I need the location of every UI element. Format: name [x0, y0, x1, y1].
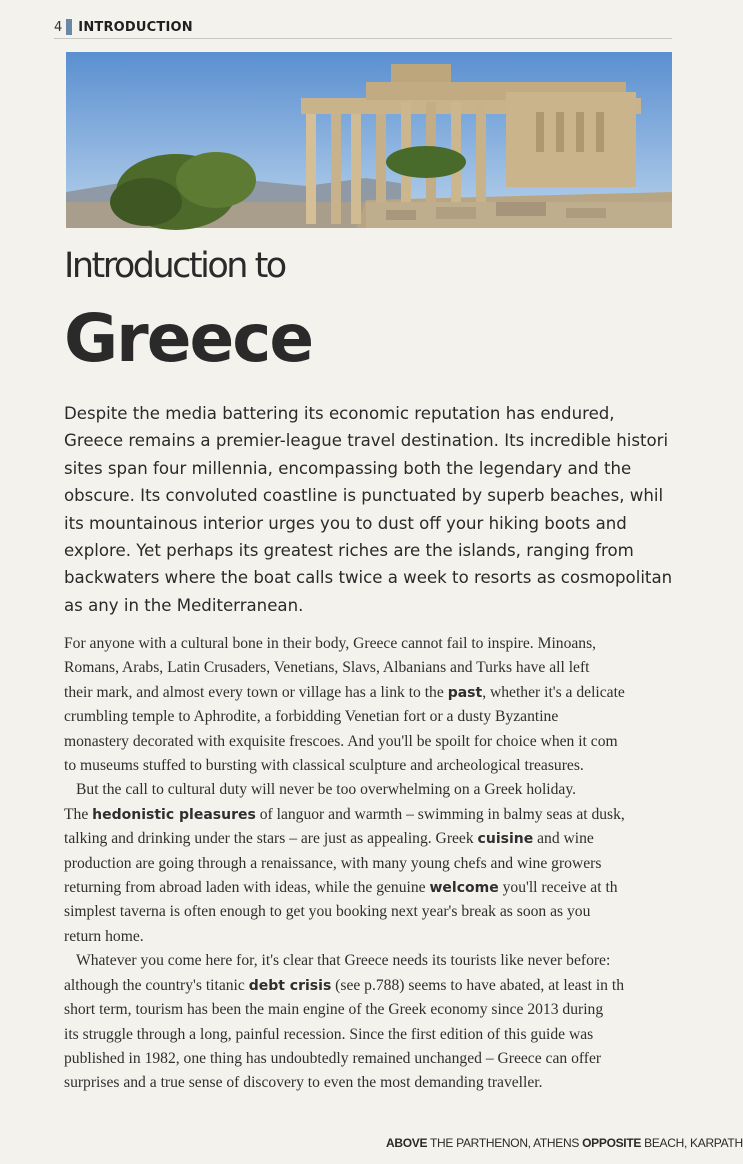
caption-opposite-label: OPPOSITE — [582, 1136, 642, 1150]
intro-line: Greece remains a premier-league travel destination. Its incredible histori — [64, 431, 669, 451]
body-line: For anyone with a cultural bone in their body, Greece cannot fail to inspire. Minoans, — [64, 635, 597, 652]
title-main: Greece — [64, 300, 313, 377]
body-text-fragment: returning from abroad laden with ideas, while the genuine — [64, 879, 430, 897]
body-line: published in 1982, one thing has undoubtedly remained unchanged – Greece can offer — [64, 1049, 602, 1067]
body-line — [64, 803, 704, 827]
body-text-fragment: talking and drinking under the stars – are just as appealing. Greek — [64, 830, 478, 848]
body-line — [64, 827, 704, 851]
body-text — [64, 632, 704, 1096]
body-line — [64, 681, 704, 705]
body-text-fragment: The — [64, 805, 93, 823]
body-line: monastery decorated with exquisite frescoes. And you'll be spoilt for choice when it com — [64, 732, 618, 750]
intro-line: obscure. Its convoluted coastline is punctuated by superb beaches, whil — [64, 486, 664, 506]
keyword-debt-crisis: debt crisis — [248, 977, 332, 994]
body-line: Whatever you come here for, it's clear that Greece needs its tourists like never before: — [76, 952, 611, 970]
body-text-fragment: , whether it's a delicate — [482, 683, 625, 701]
body-line: to museums stuffed to bursting with classical sculpture and archeological treasures. — [64, 757, 584, 775]
keyword-welcome: welcome — [429, 880, 499, 897]
section-title: INTRODUCTION — [78, 19, 193, 35]
body-line: But the call to cultural duty will never be too overwhelming on a Greek holiday. — [76, 781, 577, 799]
body-text-fragment: their mark, and almost every town or village has a link to the — [64, 683, 448, 701]
intro-line: explore. Yet perhaps its greatest riches are the islands, ranging from — [64, 541, 634, 561]
intro-line: as any in the Mediterranean. — [64, 595, 304, 615]
hero-photo-parthenon — [66, 52, 672, 228]
body-text-fragment: you'll receive at th — [498, 879, 618, 897]
keyword-cuisine: cuisine — [477, 831, 534, 848]
running-head — [54, 16, 672, 39]
intro-line: sites span four millennia, encompassing both the legendary and the — [64, 458, 632, 478]
body-line: Romans, Arabs, Latin Crusaders, Venetians, Slavs, Albanians and Turks have all left — [64, 659, 590, 677]
body-line: surprises and a true sense of discovery to even the most demanding traveller. — [64, 1074, 543, 1092]
caption-opposite-text: BEACH, KARPATH — [644, 1136, 743, 1150]
body-text-fragment: of languor and warmth – swimming in balmy seas at dusk, — [255, 805, 625, 823]
body-line: crumbling temple to Aphrodite, a forbidding Venetian fort or a dusty Byzantine — [64, 708, 559, 726]
title-prefix: Introduction to — [64, 246, 285, 286]
body-line: production are going through a renaissance, with many young chefs and wine growers — [64, 854, 602, 872]
body-line: simplest taverna is often enough to get you booking next year's break as soon as you — [64, 903, 591, 921]
keyword-hedonistic-pleasures: hedonistic pleasures — [92, 806, 256, 823]
section-marker — [66, 19, 72, 35]
photo-caption — [386, 1136, 743, 1150]
caption-above-text: THE PARTHENON, ATHENS — [430, 1136, 580, 1150]
caption-above-label: ABOVE — [386, 1136, 428, 1150]
intro-line: its mountainous interior urges you to dust off your hiking boots and — [64, 513, 627, 533]
body-text-fragment: although the country's titanic — [64, 976, 249, 994]
intro-paragraph — [64, 400, 704, 619]
body-line: short term, tourism has been the main engine of the Greek economy since 2013 during — [64, 1001, 604, 1019]
body-text-fragment: and wine — [533, 830, 594, 848]
body-line — [64, 876, 704, 900]
body-line — [64, 974, 704, 998]
intro-line: backwaters where the boat calls twice a week to resorts as cosmopolitan — [64, 568, 673, 588]
body-line: its struggle through a long, painful recession. Since the first edition of this guide was — [64, 1025, 594, 1043]
body-line: return home. — [64, 927, 144, 945]
page-number: 4 — [54, 19, 63, 35]
body-text-fragment: (see p.788) seems to have abated, at least in th — [331, 976, 624, 994]
intro-line: Despite the media battering its economic reputation has endured, — [64, 404, 615, 423]
keyword-past: past — [447, 684, 483, 701]
